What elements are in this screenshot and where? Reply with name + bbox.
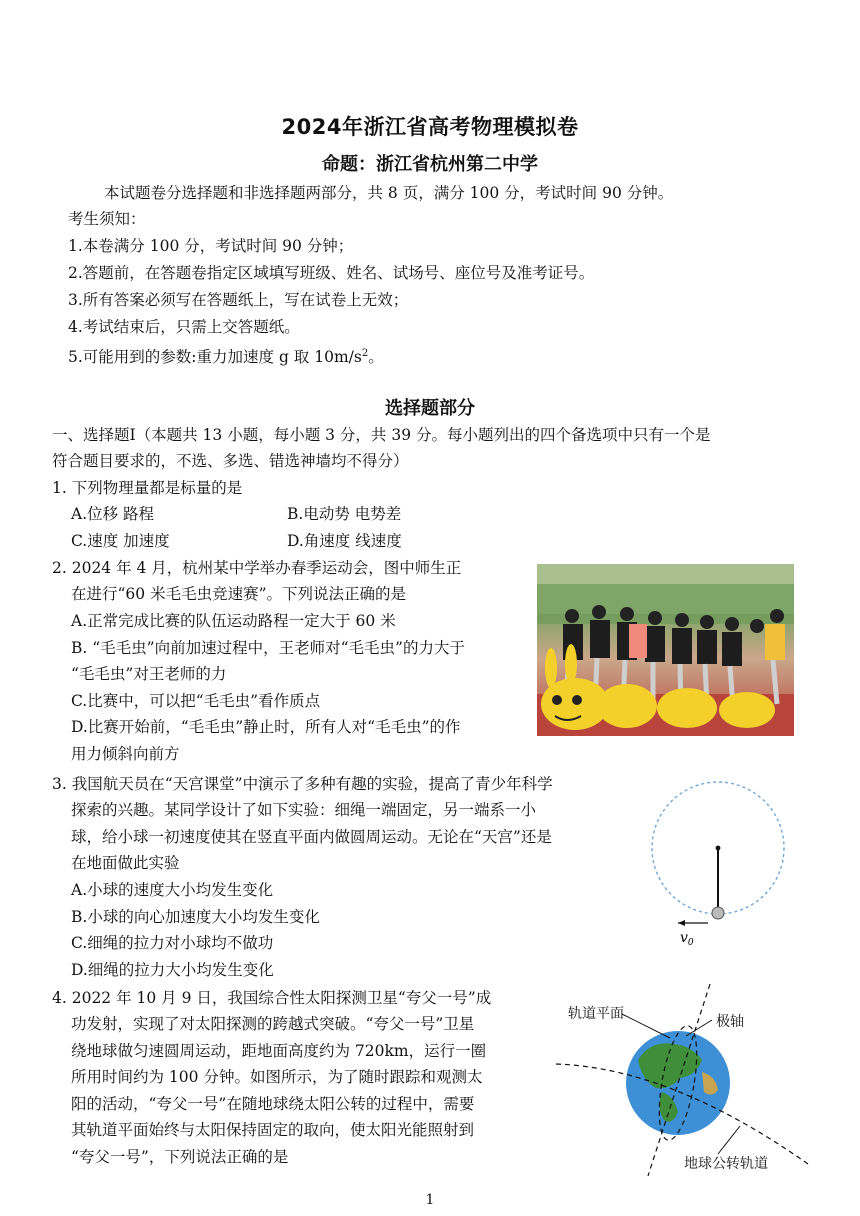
question-1-option-d: D.角速度 线速度 [287, 532, 402, 550]
page-title: 2024年浙江省高考物理模拟卷 [281, 115, 579, 139]
question-2-option-b-cont: “毛毛虫”对王老师的力 [71, 665, 227, 683]
question-4-line: 功发射，实现了对太阳探测的跨越式突破。“夸父一号”卫星 [71, 1015, 475, 1033]
question-2-line: 2. 2024 年 4 月，杭州某中学举办春季运动会，图中师生正 [52, 559, 462, 577]
question-1-option-b: B.电动势 电势差 [287, 505, 402, 523]
notice-5-exponent: 2 [361, 348, 369, 359]
notice-5-end: 。 [368, 348, 384, 367]
question-1-stem: 1. 下列物理量都是标量的是 [52, 479, 243, 497]
earth-orbit-figure [552, 980, 814, 1180]
exam-author: 命题：浙江省杭州第二中学 [322, 154, 538, 175]
notice-item [68, 341, 384, 370]
part-instructions: 符合题目要求的，不选、多选、错选神墙均不得分） [52, 452, 409, 470]
notice-heading: 考生须知： [68, 210, 146, 228]
orbit-plane-pointer [622, 1014, 670, 1038]
notice-5-text: 5.可能用到的参数:重力加速度 g 取 10m/s [68, 348, 362, 367]
question-3-option-c: C.细绳的拉力对小球均不做功 [71, 934, 274, 952]
velocity-arrowhead [678, 920, 685, 926]
question-4-line: “夸父一号”，下列说法正确的是 [71, 1148, 289, 1166]
question-3-line: 在地面做此实验 [71, 854, 180, 872]
question-4-line: 4. 2022 年 10 月 9 日，我国综合性太阳探测卫星“夸父一号”成 [52, 989, 492, 1007]
question-2-option-d: D.比赛开始前，“毛毛虫”静止时，所有人对“毛毛虫”的作 [71, 718, 461, 736]
intro-text: 本试题卷分选择题和非选择题两部分，共 8 页，满分 100 分，考试时间 90 分钟。 [104, 184, 674, 202]
question-3-option-b: B.小球的向心加速度大小均发生变化 [71, 908, 320, 926]
ball [712, 907, 724, 919]
question-4-line: 绕地球做匀速圆周运动，距地面高度约为 720km，运行一圈 [71, 1042, 487, 1060]
question-2-line: 在进行“60 米毛毛虫竞速赛”。下列说法正确的是 [71, 585, 406, 603]
question-1-option-a: A.位移 路程 [71, 505, 155, 523]
notice-item: 2.答题前，在答题卷指定区域填写班级、姓名、试场号、座位号及准考证号。 [68, 264, 595, 282]
circular-motion-figure [640, 770, 800, 950]
earth-orbit-pointer [718, 1126, 740, 1154]
question-2-option-b: B. “毛毛虫”向前加速过程中，王老师对“毛毛虫”的力大于 [71, 639, 465, 657]
part-instructions: 一、选择题Ⅰ（本题共 13 小题，每小题 3 分，共 39 分。每小题列出的四个备选项中只有一个是 [52, 426, 711, 444]
question-3-option-a: A.小球的速度大小均发生变化 [71, 881, 274, 899]
question-3-option-d: D.细绳的拉力大小均发生变化 [71, 961, 274, 979]
velocity-label: $v_0$ [680, 930, 694, 948]
polar-axis-pointer [686, 1020, 712, 1036]
question-1-option-c: C.速度 加速度 [71, 532, 170, 550]
question-3-line: 探索的兴趣。某同学设计了如下实验：细绳一端固定，另一端系一小 [71, 801, 537, 819]
notice-item: 4.考试结束后，只需上交答题纸。 [68, 318, 300, 336]
notice-item: 3.所有答案必须写在答题纸上，写在试卷上无效； [68, 291, 409, 309]
question-3-line: 球，给小球一初速度使其在竖直平面内做圆周运动。无论在“天宫”还是 [71, 828, 552, 846]
caterpillar-race-photo [537, 564, 794, 736]
polar-axis-label: 极轴 [716, 1014, 744, 1030]
photo-illustration [537, 564, 794, 736]
section-title: 选择题部分 [385, 398, 475, 419]
question-4-line: 阳的活动，“夸父一号”在随地球绕太阳公转的过程中，需要 [71, 1095, 475, 1113]
question-3-line: 3. 我国航天员在“天宫课堂”中演示了多种有趣的实验，提高了青少年科学 [52, 775, 553, 793]
question-4-line: 所用时间约为 100 分钟。如图所示，为了随时跟踪和观测太 [71, 1068, 483, 1086]
earth-orbit-label: 地球公转轨道 [684, 1156, 768, 1172]
notice-item: 1.本卷满分 100 分，考试时间 90 分钟； [68, 237, 354, 255]
question-2-option-d-cont: 用力倾斜向前方 [71, 745, 180, 763]
question-2-option-c: C.比赛中，可以把“毛毛虫”看作质点 [71, 692, 321, 710]
page-number: 1 [425, 1192, 435, 1208]
orbit-plane-label: 轨道平面 [568, 1006, 624, 1022]
question-2-option-a: A.正常完成比赛的队伍运动路程一定大于 60 米 [71, 612, 396, 630]
question-4-line: 其轨道平面始终与太阳保持固定的取向，使太阳光能照射到 [71, 1121, 475, 1139]
